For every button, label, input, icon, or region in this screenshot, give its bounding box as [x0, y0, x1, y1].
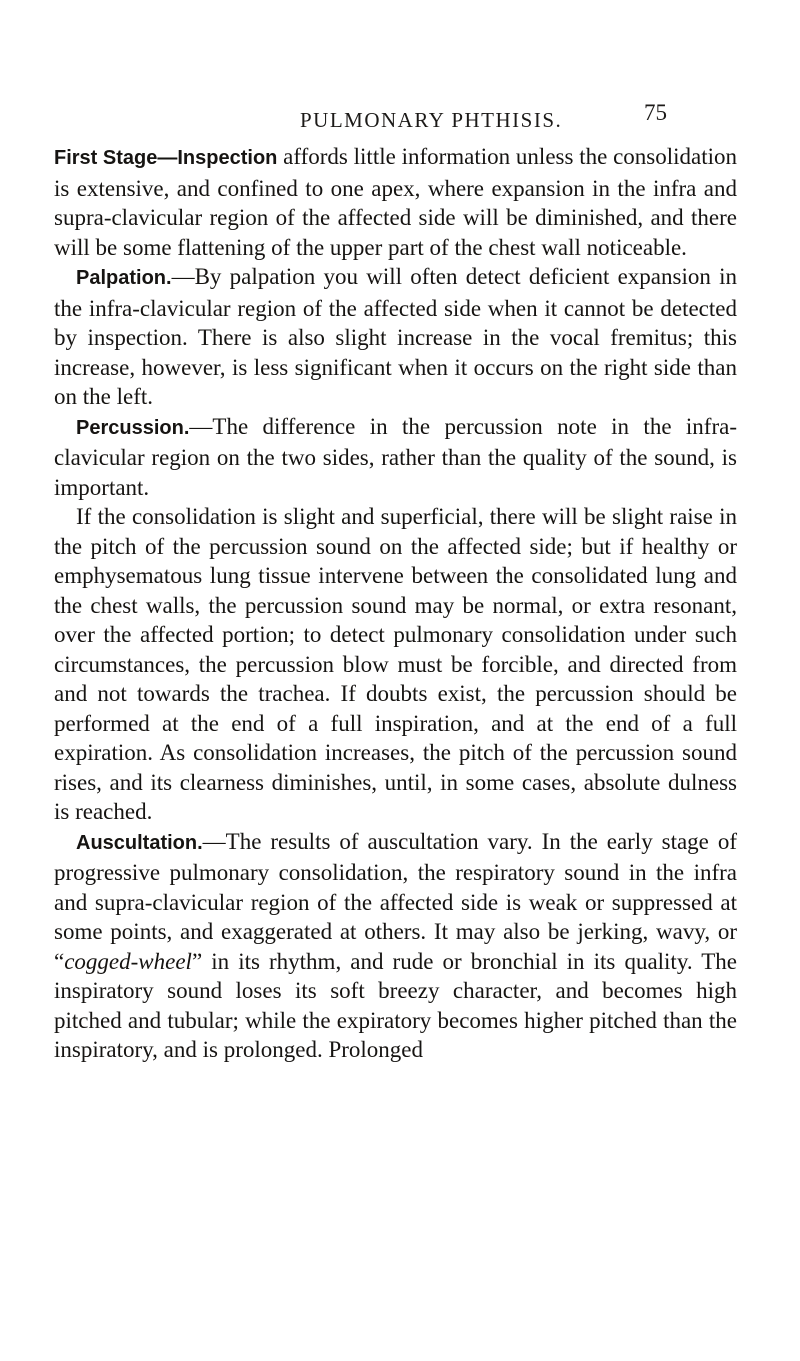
- page-number: 75: [644, 100, 667, 125]
- heading-palpation: Palpation.: [76, 267, 172, 289]
- paragraph-inspection: [54, 142, 737, 262]
- heading-first-stage-inspection: First Stage—Inspection: [54, 147, 278, 169]
- paragraph-text: —The difference in the percussion note in the infra-clavicular region on the two sides, rather than the quality of the sound, is important.: [54, 413, 737, 500]
- paragraph-auscultation: [54, 827, 737, 1065]
- paragraph-text: —By palpation you will often detect deficient expansion in the infra-clavicular region of the affected side when it cannot be detected by inspection. There is also slight increase in the vocal fremitus; this increase, however, is less significant when it occurs on the right side than on the left.: [54, 264, 737, 409]
- body-text: [54, 142, 737, 1065]
- heading-percussion: Percussion.: [76, 416, 190, 439]
- running-head: [0, 100, 800, 136]
- paragraph-palpation: [54, 262, 737, 412]
- running-title: PULMONARY PHTHISIS.: [300, 108, 563, 132]
- paragraph-text: If the consolidation is slight and superficial, there will be slight raise in the pitch of the percussion sound on the affected side; but if healthy or emphysematous lung tissue intervene between the consolidated lung and the chest walls, the percussion sound may be normal, or extra resonant, over the affected portion; to detect pulmonary consolidation under such circumstances, the percussion blow must be forcible, and directed from and not towards the trachea. If doubts exist, the percussion should be performed at the end of a full inspiration, and at the end of a full expiration. As consolidation increases, the pitch of the percussion sound rises, and its clearness diminishes, until, in some cases, absolute dulness is reached.: [54, 504, 737, 824]
- paragraph-percussion: [54, 412, 737, 503]
- paragraph-consolidation: [54, 502, 737, 827]
- paragraph-text: —The results of auscultation vary. In the early stage of progressive pulmonary consolidation, the respiratory sound in the infra and supra-clavicular region of the affected side is weak or suppressed at some points, and exaggerated at others. It may also be jerking, wavy, or “: [54, 828, 737, 974]
- heading-auscultation: Auscultation.: [76, 831, 203, 854]
- paragraph-text: ” in its rhythm, and rude or bronchial in its quality. The inspiratory sound loses its soft breezy character, and becomes high pitched and tubular; while the expiratory becomes higher pitched than the inspiratory, and is prolonged. Prolonged: [54, 948, 737, 1062]
- paragraph-text: affords little information unless the consolidation is extensive, and confined to one apex, where expansion in the infra and supra-clavicular region of the affected side will be diminished, and there will be some flattening of the upper part of the chest wall noticeable.: [54, 144, 737, 260]
- emphasis-cogged-wheel: cogged-wheel: [64, 948, 192, 974]
